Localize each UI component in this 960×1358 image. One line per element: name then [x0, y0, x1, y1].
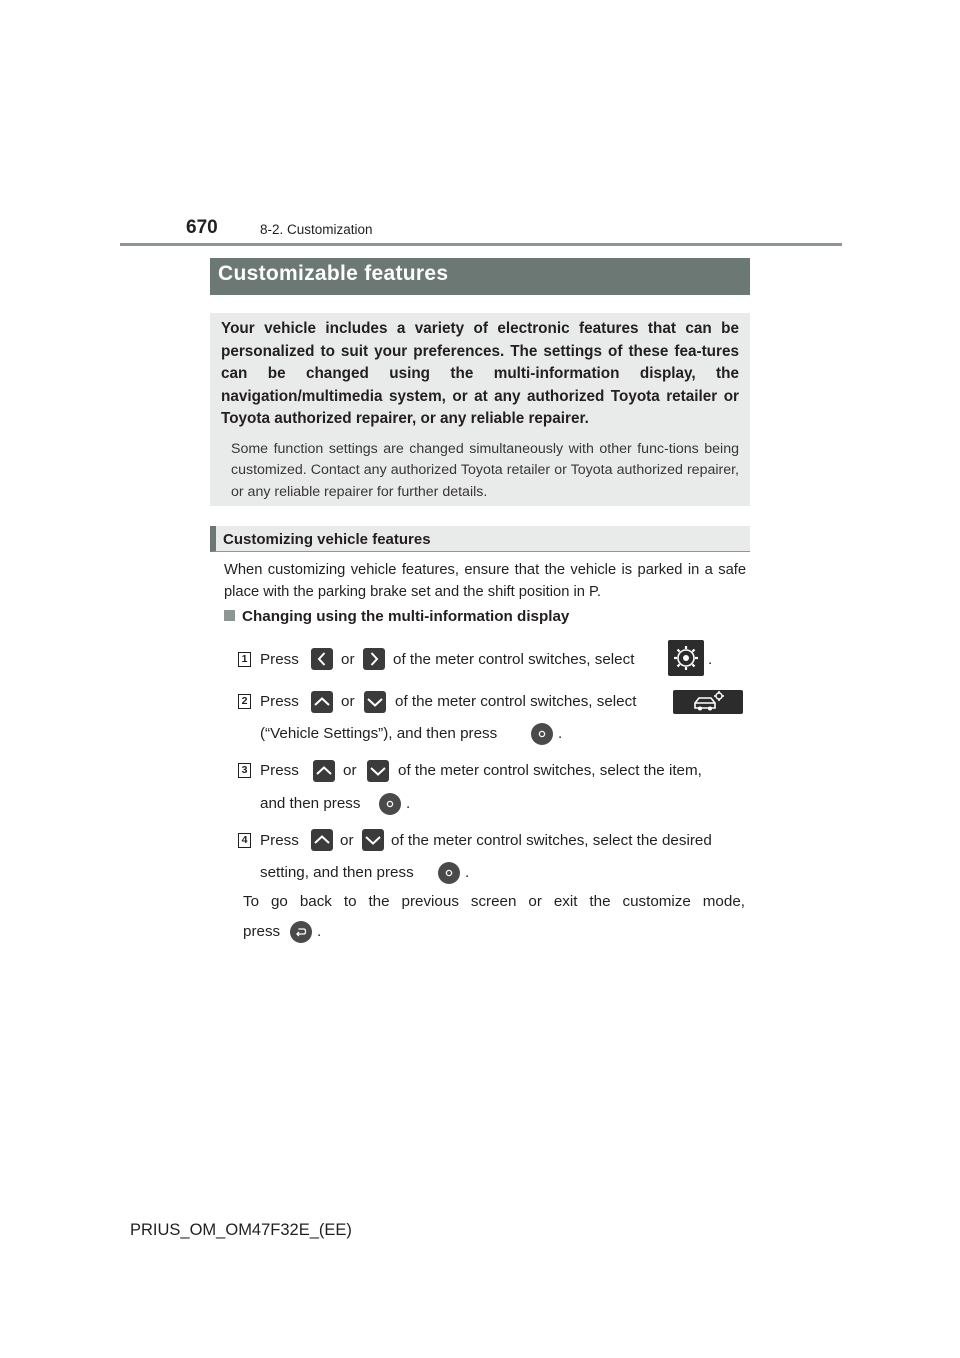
step-4-rest: of the meter control switches, select the desired [391, 832, 712, 849]
ok-button-icon [531, 723, 553, 745]
step-3-press: Press [260, 762, 299, 779]
chevron-down-icon [364, 691, 386, 713]
page-number: 670 [186, 217, 218, 238]
step-4-end: . [465, 864, 470, 881]
step-4-or: or [340, 832, 354, 849]
ok-button-icon [379, 793, 401, 815]
step-2-line2: (“Vehicle Settings”), and then press [260, 725, 498, 742]
step-1-rest: of the meter control switches, select [393, 651, 635, 668]
chevron-up-icon [313, 760, 335, 782]
step-3-end: . [406, 795, 411, 812]
step-4-line2: setting, and then press [260, 864, 414, 881]
gear-settings-icon [668, 640, 704, 676]
ok-button-icon [438, 862, 460, 884]
back-note-end: . [317, 923, 322, 940]
step-3-or: or [343, 762, 357, 779]
step-number-2: 2 [238, 694, 251, 709]
step-number-3: 3 [238, 763, 251, 778]
footer-code: PRIUS_OM_OM47F32E_(EE) [130, 1221, 352, 1239]
step-1-or: or [341, 651, 355, 668]
step-2-press: Press [260, 693, 299, 710]
chevron-up-icon [311, 829, 333, 851]
back-note-press: press [243, 923, 281, 940]
header-rule [120, 243, 842, 246]
intro-box [210, 313, 750, 506]
bullet-square [224, 610, 235, 621]
step-2-or: or [341, 693, 355, 710]
step-2-rest: of the meter control switches, select [395, 693, 637, 710]
chevron-down-icon [367, 760, 389, 782]
step-4-press: Press [260, 832, 299, 849]
step-number-1: 1 [238, 652, 251, 667]
intro-note-text: Some function settings are changed simultaneously with other func-tions being customized. Contact any authorized Toyota retailer or Toyota authorized repairer, or any reliable repairer for further details. [231, 440, 739, 500]
step-1-end: . [708, 651, 713, 668]
car-gear-settings-icon [673, 690, 743, 714]
section-label: 8-2. Customization [260, 222, 373, 237]
intro-bold-text: Your vehicle includes a variety of electronic features that can be personalized to suit your preferences. The settings of these fea-tures can be changed using the multi-information display, the navigation/multimedia system, or at any authorized Toyota retailer or Toyota authorized repairer, or any reliable repairer. [221, 320, 739, 428]
chevron-down-icon [362, 829, 384, 851]
subsection-paragraph: When customizing vehicle features, ensure that the vehicle is parked in a safe place with the parking brake set and the shift position in P. [224, 562, 746, 600]
chevron-left-icon [311, 648, 333, 670]
page-title: Customizable features [210, 258, 750, 295]
subheading: Changing using the multi-information display [242, 608, 570, 625]
chevron-right-icon [363, 648, 385, 670]
step-3-rest: of the meter control switches, select the item, [398, 762, 702, 779]
back-button-icon [290, 921, 312, 943]
back-note-line1: To go back to the previous screen or exit the customize mode, [243, 893, 745, 910]
step-1-press: Press [260, 651, 299, 668]
chevron-up-icon [311, 691, 333, 713]
subsection-title: Customizing vehicle features [223, 531, 431, 548]
step-number-4: 4 [238, 833, 251, 848]
step-2-end: . [558, 725, 563, 742]
step-3-line2: and then press [260, 795, 361, 812]
